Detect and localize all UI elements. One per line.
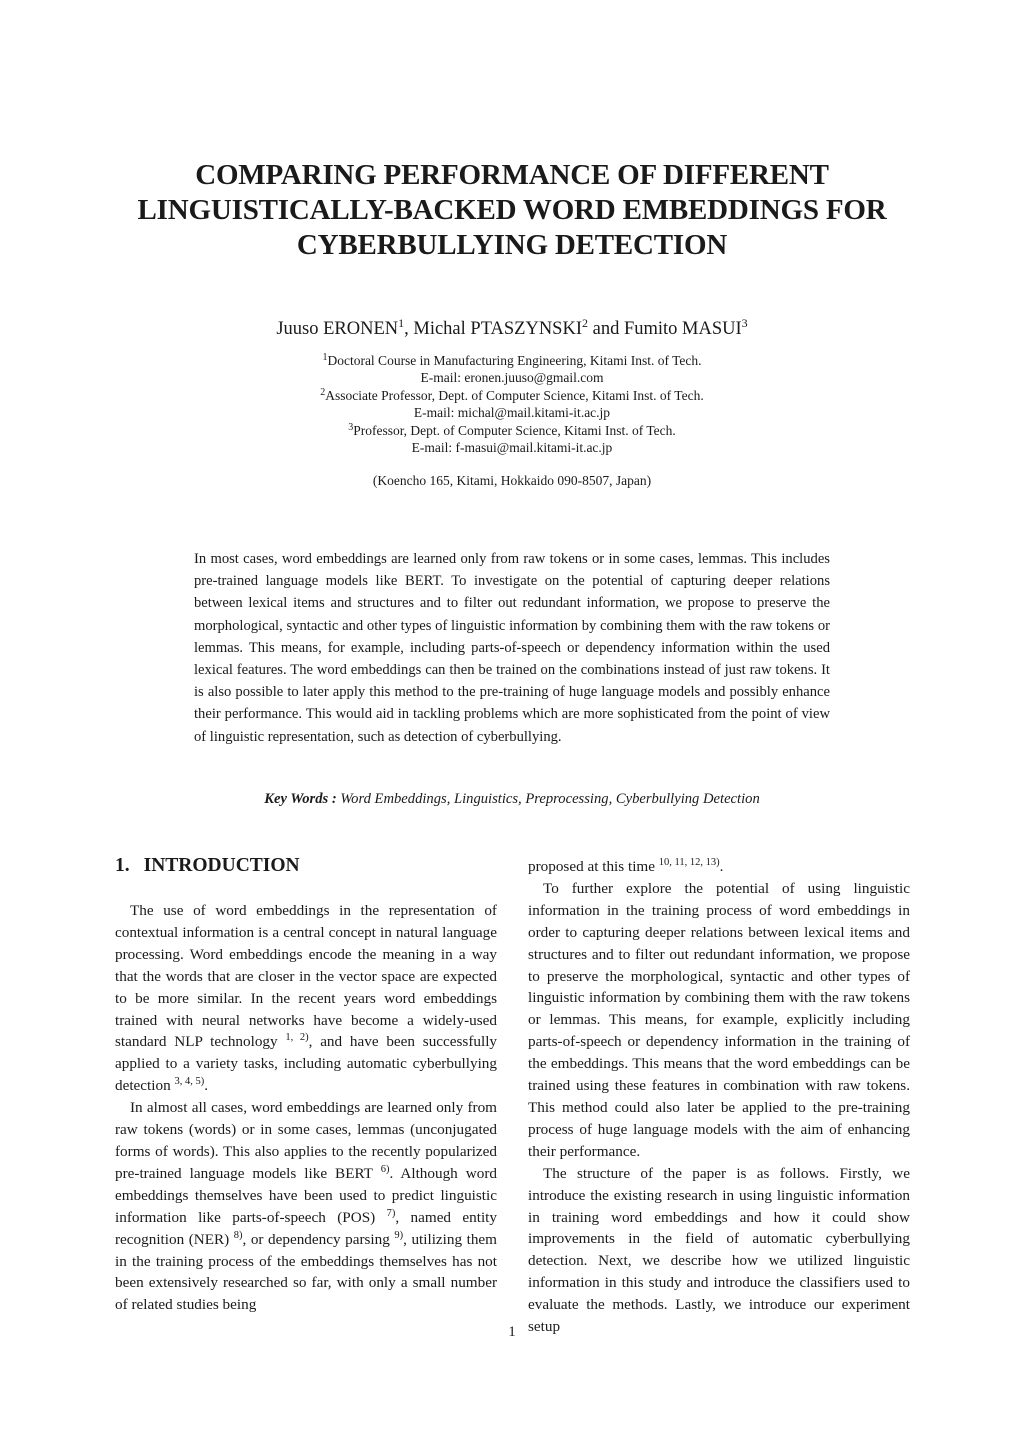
postal-address: (Koencho 165, Kitami, Hokkaido 090-8507, Japan) [372, 473, 652, 488]
page-number: 1 [508, 1324, 516, 1340]
text-run: . [204, 1077, 209, 1095]
author-name: Michal PTASZYNSKI [413, 319, 582, 339]
text-run: . Although word embeddings themselves have been used to predict linguistic information like parts-of-speech (POS) [115, 1164, 497, 1226]
keywords [100, 788, 924, 810]
text-run: proposed at this time [528, 858, 659, 875]
affil-marker: 3 [348, 421, 354, 433]
affiliation [100, 352, 924, 369]
affiliation [100, 422, 924, 439]
affiliations [100, 352, 924, 456]
title-line: LINGUISTICALLY-BACKED WORD EMBEDDINGS FOR [137, 194, 887, 226]
author-separator: , [404, 319, 414, 339]
author-separator: and [588, 319, 624, 339]
right-column [528, 856, 910, 1338]
keywords-label: Key Words : [264, 791, 337, 807]
text-run: . [719, 858, 724, 875]
author-affil-marker: 3 [741, 316, 748, 330]
author-name: Fumito MASUI [623, 319, 742, 339]
paragraph [528, 856, 910, 878]
text-run: In almost all cases, word embeddings are learned only from raw tokens (words) or in some cases, lemmas (unconjugated forms of words). This also applies to the recently popularized pre-trained language models like BERT [115, 1099, 497, 1182]
keywords-text: Word Embeddings, Linguistics, Preprocessing, Cyberbullying Detection [340, 791, 760, 807]
paragraph: The structure of the paper is as follows. Firstly, we introduce the existing research in using linguistic information in training word embeddings and how it could show improvements in the field of automatic cyberbullying detection. Next, we describe how we utilized linguistic information in this study and introduce the classifiers used to evaluate the methods. Lastly, we introduce our experiment setup [528, 1164, 910, 1336]
affil-marker: 1 [322, 352, 328, 363]
citation: 9) [394, 1229, 404, 1241]
abstract: In most cases, word embeddings are learned only from raw tokens or in some cases, lemmas. This includes pre-trained language models like BERT. To investigate on the potential of capturing deeper relations between lexical items and structures and to filter out redundant information, we propose to preserve the morphological, syntactic and other types of linguistic information by combining them with the raw tokens or lemmas. This means, for example, including parts-of-speech or dependency information within the used lexical features. The word embeddings can then be trained on the combinations instead of just raw tokens. It is also possible to later apply this method to the pre-training of huge language models and possibly enhance their performance. This would aid in tackling problems which are more sophisticated from the point of view of linguistic representation, such as detection of cyberbullying. [194, 551, 830, 745]
text-run: , and have been successfully applied to a variety tasks, including automatic cyberbullying detection [115, 1033, 498, 1095]
section-number: 1. [115, 855, 130, 876]
paragraph [115, 1097, 497, 1316]
text-run: The use of word embeddings in the representation of contextual information is a central concept in natural language processing. Word embeddings encode the meaning in a way that the words that are closer in the vector space are expected to be more similar. In the recent years word embeddings trained with neural networks have become a widely-used standard NLP technology [115, 902, 497, 1051]
affil-marker: 2 [320, 386, 326, 398]
citation: 6) [380, 1163, 390, 1175]
affiliation-email: E-mail: f-masui@mail.kitami-it.ac.jp [411, 440, 613, 456]
affiliation-email: E-mail: eronen.juuso@gmail.com [420, 370, 604, 386]
affiliation-email: E-mail: michal@mail.kitami-it.ac.jp [413, 405, 611, 421]
citation: 8) [233, 1229, 243, 1241]
paper-title [80, 158, 944, 263]
citation: 7) [386, 1207, 396, 1219]
text-run: , named entity recognition (NER) [115, 1208, 497, 1248]
title-line: COMPARING PERFORMANCE OF DIFFERENT [195, 159, 829, 191]
text-run: , or dependency parsing [242, 1230, 395, 1248]
text-run: , utilizing them in the training process of the embeddings themselves has not been extensively researched so far, with only a small number of related studies being [115, 1230, 497, 1314]
citation: 3, 4, 5) [174, 1076, 205, 1088]
citation: 1, 2) [285, 1032, 309, 1044]
affil-text: Professor, Dept. of Computer Science, Kitami Inst. of Tech. [353, 422, 676, 438]
author-name: Juuso ERONEN [276, 319, 399, 339]
citation: 10, 11, 12, 13) [658, 857, 720, 868]
section-title: INTRODUCTION [143, 855, 300, 876]
title-line: CYBERBULLYING DETECTION [296, 229, 728, 261]
section-heading [115, 853, 300, 879]
affiliation [100, 387, 924, 404]
left-column [115, 900, 497, 1316]
affil-text: Doctoral Course in Manufacturing Engineering, Kitami Inst. of Tech. [327, 353, 702, 368]
paragraph: To further explore the potential of using linguistic information in the training process of word embeddings in order to capturing deeper relations between lexical items and structures and to filter out redundant information, we propose to preserve the morphological, syntactic and other types of linguistic information by combining them with the raw tokens or lemmas. This means, for example, explicitly including parts-of-speech or dependency information in the training of the embeddings. This means that the word embeddings can be trained using these features in combination with raw tokens. This method could also later be applied to the pre-training process of huge language models with the aim of enhancing their performance. [528, 879, 910, 1160]
author-affil-marker: 2 [582, 316, 588, 330]
affil-text: Associate Professor, Dept. of Computer Science, Kitami Inst. of Tech. [325, 387, 704, 403]
author-list [100, 316, 924, 342]
paragraph [115, 900, 497, 1097]
author-affil-marker: 1 [398, 316, 405, 330]
